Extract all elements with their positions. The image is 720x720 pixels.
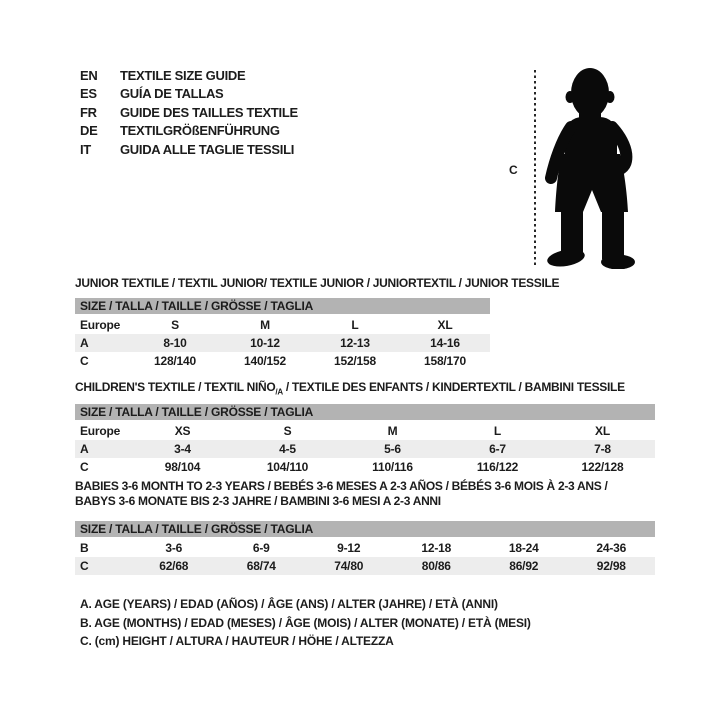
table-title: CHILDREN'S TEXTILE / TEXTIL $NIÑO_{/A}$ / TEXTILE DES ENFANTS / KINDERTEXTIL / BAMBINI TESSILE bbox=[75, 380, 625, 397]
lang-row-de bbox=[80, 122, 298, 141]
table-header-band: SIZE / TALLA / TAILLE / GRÖSSE / TAGLIA bbox=[75, 404, 655, 420]
table-row-europe bbox=[75, 422, 655, 440]
table-cell: 9-12 bbox=[337, 541, 361, 555]
lang-code: FR bbox=[80, 104, 97, 120]
table-cell: 14-16 bbox=[430, 336, 460, 350]
row-label: C bbox=[80, 460, 89, 475]
height-measure-label: C bbox=[509, 163, 518, 177]
table-cell: 62/68 bbox=[159, 559, 189, 573]
babies-textile-table bbox=[75, 479, 655, 575]
table-title-line1: BABIES 3-6 MONTH TO 2-3 YEARS / BEBÉS 3-6 MESES A 2-3 AÑOS / BÉBÉS 3-6 MOIS À 2-3 ANS / bbox=[75, 479, 608, 493]
junior-textile-table bbox=[75, 276, 560, 370]
table-cell: XL bbox=[437, 318, 453, 332]
row-label: Europe bbox=[80, 318, 121, 332]
row-label: A bbox=[80, 442, 89, 457]
table-cell: L bbox=[493, 424, 502, 439]
row-label: A bbox=[80, 336, 89, 350]
table-cell: 140/152 bbox=[244, 354, 286, 368]
table-cell: 152/158 bbox=[334, 354, 376, 368]
table-cell: 6-9 bbox=[252, 541, 270, 555]
table-cell: 104/110 bbox=[266, 460, 309, 475]
table-header-band: SIZE / TALLA / TAILLE / GRÖSSE / TAGLIA bbox=[75, 298, 490, 314]
table-cell: M bbox=[260, 318, 270, 332]
lang-row-en bbox=[80, 66, 298, 85]
note-height-cm: C. (cm) HEIGHT / ALTURA / HAUTEUR / HÖHE / ALTEZZA bbox=[80, 634, 394, 648]
table-cell: 12-13 bbox=[340, 336, 370, 350]
table-cell: 12-18 bbox=[421, 541, 452, 555]
lang-row-es bbox=[80, 85, 298, 104]
table-cell: 68/74 bbox=[246, 559, 276, 573]
table-cell: 10-12 bbox=[250, 336, 280, 350]
lang-label: TEXTILGRÖßENFÜHRUNG bbox=[120, 123, 280, 139]
table-cell: L bbox=[351, 318, 359, 332]
row-label: C bbox=[80, 559, 89, 573]
row-label: B bbox=[80, 541, 89, 555]
lang-code: DE bbox=[80, 123, 98, 139]
table-row-height bbox=[75, 557, 655, 575]
table-cell: 116/122 bbox=[476, 460, 519, 475]
table-cell: 122/128 bbox=[581, 460, 624, 475]
table-cell: 98/104 bbox=[164, 460, 201, 475]
legend-notes bbox=[80, 595, 531, 651]
table-cell: XL bbox=[595, 424, 610, 439]
table-cell: 18-24 bbox=[508, 541, 539, 555]
table-cell: S bbox=[171, 318, 179, 332]
table-cell: 7-8 bbox=[594, 442, 611, 457]
lang-label: TEXTILE SIZE GUIDE bbox=[120, 67, 246, 83]
lang-label: GUIDA ALLE TAGLIE TESSILI bbox=[120, 141, 295, 157]
lang-code: ES bbox=[80, 86, 97, 102]
table-cell: 5-6 bbox=[384, 442, 401, 457]
table-cell: 6-7 bbox=[489, 442, 506, 457]
note-age-months: B. AGE (MONTHS) / EDAD (MESES) / ÂGE (MOIS) / ALTER (MONATE) / ETÀ (MESI) bbox=[80, 615, 531, 630]
row-label: Europe bbox=[80, 424, 121, 439]
table-cell: 92/98 bbox=[596, 559, 626, 573]
table-cell: 80/86 bbox=[421, 559, 451, 573]
table-header-band: SIZE / TALLA / TAILLE / GRÖSSE / TAGLIA bbox=[75, 521, 655, 537]
table-row-europe bbox=[75, 316, 490, 334]
table-cell: 128/140 bbox=[154, 354, 196, 368]
table-row-age bbox=[75, 440, 655, 458]
table-cell: 24-36 bbox=[596, 541, 627, 555]
language-list bbox=[80, 66, 298, 159]
table-row-months bbox=[75, 539, 655, 557]
table-cell: 3-6 bbox=[165, 541, 183, 555]
lang-code: EN bbox=[80, 67, 98, 83]
table-cell: 8-10 bbox=[163, 336, 187, 350]
table-rows bbox=[75, 316, 490, 370]
table-title: JUNIOR TEXTILE / TEXTIL JUNIOR/ TEXTILE JUNIOR / JUNIORTEXTIL / JUNIOR TESSILE bbox=[75, 276, 560, 290]
childrens-textile-table bbox=[75, 380, 655, 476]
table-cell: S bbox=[283, 424, 292, 439]
table-cell: 74/80 bbox=[334, 559, 364, 573]
lang-label: GUIDE DES TAILLES TEXTILE bbox=[120, 104, 298, 120]
table-cell: 86/92 bbox=[509, 559, 539, 573]
note-age-years: A. AGE (YEARS) / EDAD (AÑOS) / ÂGE (ANS) / ALTER (JAHRE) / ETÀ (ANNI) bbox=[80, 597, 498, 611]
table-row-height bbox=[75, 352, 490, 370]
lang-row-it bbox=[80, 140, 298, 159]
lang-label: GUÍA DE TALLAS bbox=[120, 86, 224, 102]
table-cell: 158/170 bbox=[424, 354, 466, 368]
table-cell: 3-4 bbox=[174, 442, 191, 457]
table-rows bbox=[75, 539, 655, 575]
lang-row-fr bbox=[80, 103, 298, 122]
table-cell: 110/116 bbox=[372, 460, 413, 475]
table-title-line2: BABYS 3-6 MONATE BIS 2-3 JAHRE / BAMBINI 3-6 MESI A 2-3 ANNI bbox=[75, 494, 441, 508]
lang-code: IT bbox=[80, 141, 91, 157]
table-cell: 4-5 bbox=[279, 442, 296, 457]
table-row-age bbox=[75, 334, 490, 352]
table-cell: XS bbox=[174, 424, 191, 439]
toddler-silhouette-icon bbox=[545, 64, 640, 269]
table-row-height bbox=[75, 458, 655, 476]
row-label: C bbox=[80, 354, 89, 368]
height-measure-dashed-line bbox=[534, 70, 536, 268]
table-cell: M bbox=[387, 424, 398, 439]
table-rows bbox=[75, 422, 655, 476]
